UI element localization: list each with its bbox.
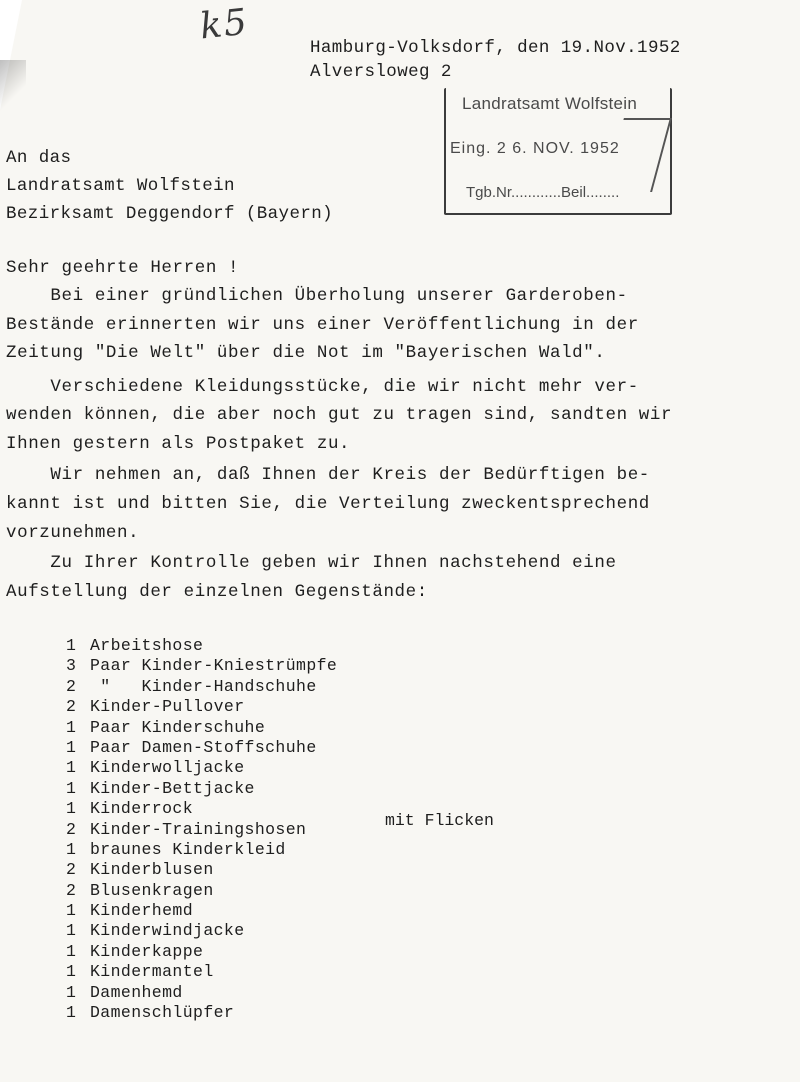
body-line: Zeitung "Die Welt" über die Not im "Bayerischen Wald".: [6, 343, 606, 363]
list-item: [66, 840, 337, 860]
item-qty: 1: [66, 636, 77, 655]
item-desc: Kindermantel: [90, 962, 214, 982]
item-desc: Kinderblusen: [90, 860, 214, 880]
list-item: [66, 799, 337, 819]
item-qty: 1: [66, 1003, 77, 1023]
corner-shadow: [0, 60, 26, 120]
item-qty: 1: [66, 778, 77, 798]
stamp-office: Landratsamt Wolfstein: [462, 94, 638, 113]
list-item: [66, 738, 337, 758]
list-item: [66, 718, 337, 738]
sender-place-date: Hamburg-Volksdorf, den 19.Nov.1952: [310, 38, 681, 58]
item-desc: Kinder-Bettjacke: [90, 778, 255, 798]
sender-street: Alversloweg 2: [310, 62, 452, 82]
stamp-handwritten-stroke: [604, 118, 672, 192]
item-qty: 1: [66, 717, 77, 737]
item-desc: Kinder-Trainingshosen: [90, 819, 307, 839]
item-qty: 1: [66, 737, 77, 757]
body-line: Verschiedene Kleidungsstücke, die wir nicht mehr ver-: [6, 377, 639, 397]
body-line: Bestände erinnerten wir uns einer Veröffentlichung in der: [6, 315, 639, 335]
item-list: [66, 636, 337, 1023]
body-line: Bei einer gründlichen Überholung unserer Garderoben-: [6, 286, 628, 306]
stamp-received-date: Eing. 2 6. NOV. 1952: [450, 140, 620, 157]
body-line: Aufstellung der einzelnen Gegenstände:: [6, 582, 428, 602]
body-line: Wir nehmen an, daß Ihnen der Kreis der Bedürftigen be-: [6, 465, 650, 485]
item-qty: 2: [66, 697, 77, 717]
list-item: [66, 962, 337, 982]
item-desc: Kinderhemd: [90, 901, 194, 921]
list-item: [66, 1003, 337, 1023]
list-item: [66, 942, 337, 962]
item-qty: 2: [66, 676, 77, 696]
item-qty: 1: [66, 962, 77, 982]
list-item: [66, 820, 337, 840]
item-desc: Damenhemd: [90, 982, 183, 1002]
item-desc: Damenschlüpfer: [90, 1003, 235, 1023]
item-desc: braunes Kinderkleid: [90, 839, 286, 859]
item-desc: Paar Kinderschuhe: [90, 717, 266, 737]
body-line: vorzunehmen.: [6, 523, 140, 543]
body-line: kannt ist und bitten Sie, die Verteilung zweckentsprechend: [6, 494, 650, 514]
item-desc: Arbeitshose: [90, 636, 204, 655]
salutation: Sehr geehrte Herren !: [6, 258, 240, 278]
list-item: [66, 901, 337, 921]
item-qty: 3: [66, 656, 77, 676]
item-qty: 1: [66, 921, 77, 941]
item-qty: 1: [66, 982, 77, 1002]
item-desc: Blusenkragen: [90, 880, 214, 900]
item-desc: " Kinder-Handschuhe: [90, 676, 317, 696]
item-desc: Kinderwindjacke: [90, 921, 245, 941]
handwritten-note: k5: [197, 1, 251, 48]
list-item: [66, 697, 337, 717]
list-item: [66, 779, 337, 799]
item-qty: 2: [66, 819, 77, 839]
list-item: [66, 921, 337, 941]
body-line: Ihnen gestern als Postpaket zu.: [6, 434, 351, 454]
item-qty: 1: [66, 839, 77, 859]
item-desc: Kinder-Pullover: [90, 697, 245, 717]
list-item: [66, 758, 337, 778]
recipient-line-3: Bezirksamt Deggendorf (Bayern): [6, 204, 334, 224]
item-desc: Paar Kinder-Kniestrümpfe: [90, 656, 338, 676]
item-desc: Kinderkappe: [90, 941, 204, 961]
recipient-line-1: An das: [6, 148, 72, 168]
item-qty: 1: [66, 941, 77, 961]
item-desc: Kinderwolljacke: [90, 758, 245, 778]
list-item: [66, 881, 337, 901]
list-item: [66, 983, 337, 1003]
list-item: [66, 636, 337, 656]
body-line: Zu Ihrer Kontrolle geben wir Ihnen nachstehend eine: [6, 553, 617, 573]
list-item: [66, 656, 337, 676]
item-desc: Kinderrock: [90, 799, 194, 819]
item-qty: 1: [66, 799, 77, 819]
item-qty: 1: [66, 758, 77, 778]
stamp-journal-number: Tgb.Nr............Beil........: [466, 184, 620, 201]
received-stamp: [444, 88, 672, 215]
list-item: [66, 860, 337, 880]
item-qty: 2: [66, 880, 77, 900]
list-item: [66, 677, 337, 697]
recipient-line-2: Landratsamt Wolfstein: [6, 176, 235, 196]
item-qty: 1: [66, 901, 77, 921]
item-qty: 2: [66, 860, 77, 880]
body-line: wenden können, die aber noch gut zu tragen sind, sandten wir: [6, 405, 673, 425]
item-note: mit Flicken: [385, 811, 494, 830]
item-desc: Paar Damen-Stoffschuhe: [90, 737, 317, 757]
